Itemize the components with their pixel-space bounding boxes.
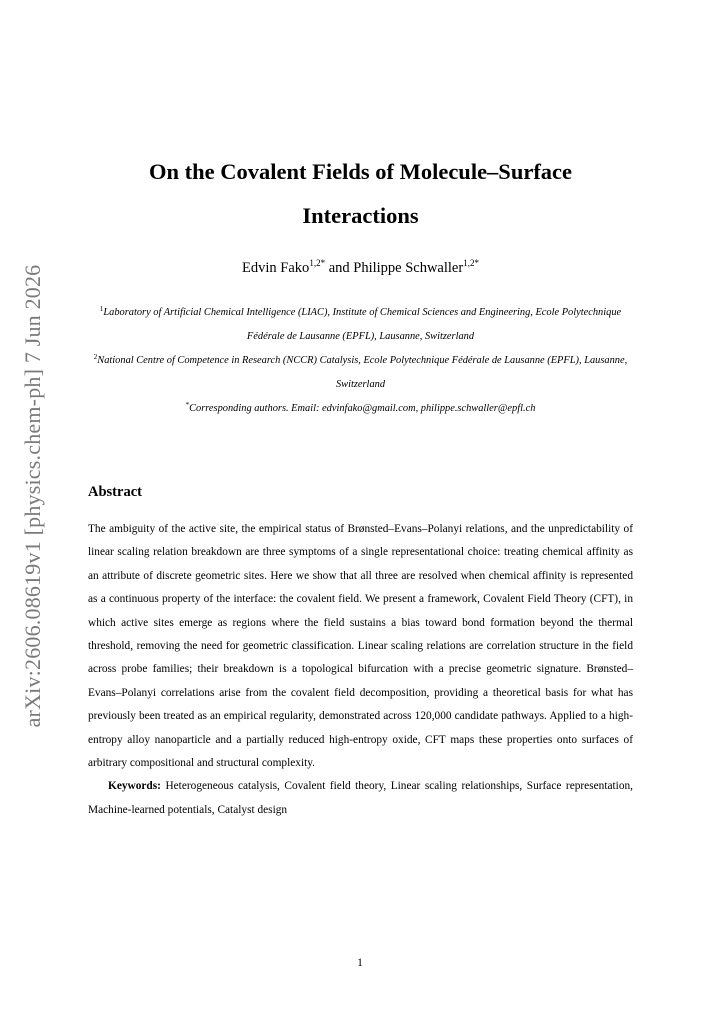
page-number: 1 [357, 957, 363, 969]
author-name: Philippe Schwaller [353, 260, 464, 276]
affiliation-mark: * [185, 401, 190, 409]
abstract-section [88, 518, 633, 822]
affiliation-mark: 1 [99, 305, 104, 313]
author-affiliation-marks: 1,2* [463, 258, 479, 268]
affiliation-mark: 2 [93, 353, 98, 361]
affiliation-item [92, 301, 629, 349]
affiliation-text: Laboratory of Artificial Chemical Intelligence (LIAC), Institute of Chemical Sciences and Engineering, Ecole Polytechnique Fédérale de Lausanne (EPFL), Lausanne, Switzerland [103, 307, 622, 342]
keywords-text: Heterogeneous catalysis, Covalent field theory, Linear scaling relationships, Surface representation, Machine-learned potentials, Catalyst design [88, 780, 633, 816]
authors-joiner: and [325, 260, 354, 276]
keywords-line [88, 775, 633, 822]
abstract-text: The ambiguity of the active site, the empirical status of Brønsted–Evans–Polanyi relations, and the unpredictability of linear scaling relation breakdown are three symptoms of a single representational choice: treating chemical affinity as an attribute of discrete geometric sites. Here we show that all three are resolved when chemical affinity is represented as a continuous property of the interface: the covalent field. We present a framework, Covalent Field Theory (CFT), in which active sites emerge as regions where the field sustains a bias toward bond formation beyond the thermal threshold, removing the need for geometric classification. Linear scaling relations are correlation structure in the field across probe families; their breakdown is a topological bifurcation with a precise geometric signature. Brønsted–Evans–Polanyi correlations arise from the covalent field decomposition, providing a theoretical basis for what has previously been treated as an empirical regularity, demonstrated across 120,000 candidate pathways. Applied to a high-entropy alloy nanoparticle and a partially reduced high-entropy oxide, CFT maps these properties onto surfaces of arbitrary compositional and structural complexity. [88, 523, 633, 770]
abstract-heading: Abstract [88, 484, 142, 500]
affiliation-text: National Centre of Competence in Research (NCCR) Catalysis, Ecole Polytechnique Fédérale de Lausanne (EPFL), Lausanne, Switzerland [97, 355, 628, 390]
arxiv-identifier-stamp: arXiv:2606.08619v1 [physics.chem-ph] 7 Jun 2026 [20, 264, 45, 728]
author-affiliation-marks: 1,2* [309, 258, 326, 268]
affiliation-list [92, 301, 629, 421]
affiliation-item [92, 349, 629, 397]
author-list [90, 258, 631, 278]
keywords-label: Keywords: [108, 780, 161, 793]
author-name: Edvin Fako [242, 260, 310, 276]
corresponding-authors-text: Corresponding authors. Email: edvinfako@gmail.com, philippe.schwaller@epfl.ch [189, 403, 536, 414]
paper-title: On the Covalent Fields of Molecule–Surface Interactions [148, 159, 573, 228]
corresponding-authors-note [92, 397, 629, 421]
